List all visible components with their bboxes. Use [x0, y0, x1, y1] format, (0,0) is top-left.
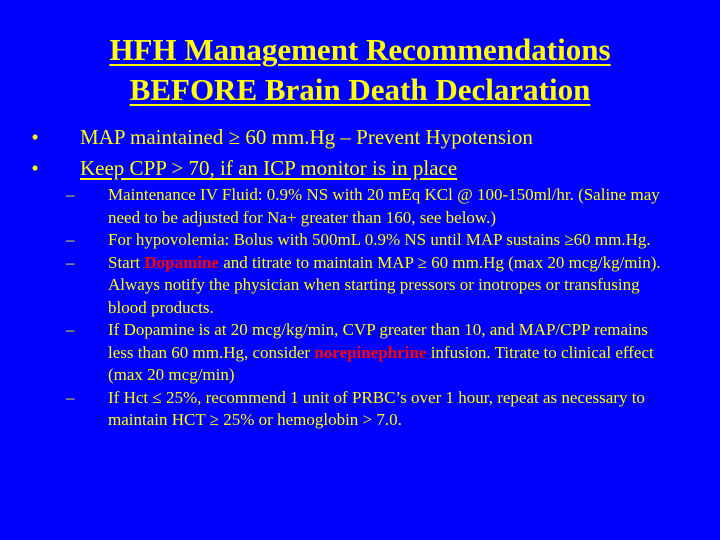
sub-item-maintenance-fluid [0, 184, 668, 229]
bullet-cpp-text: Keep CPP > 70, if an ICP monitor is in place [80, 156, 458, 180]
drug-name-norepinephrine: norepinephrine [314, 342, 427, 362]
sub-item-text-post: and titrate to maintain MAP ≥ 60 mm.Hg (max 20 mcg/kg/min). Always notify the physician when starting pressors or inotropes or transfusing blood products. [108, 252, 661, 317]
sub-item-hct [0, 387, 668, 432]
slide-title [0, 30, 720, 110]
sub-bullet-list [0, 184, 720, 432]
sub-item-norepinephrine [0, 319, 668, 387]
bullet-cpp [28, 153, 708, 184]
sub-item-text: If Hct ≤ 25%, recommend 1 unit of PRBC’s over 1 hour, repeat as necessary to maintain HCT ≥ 25% or hemoglobin > 7.0. [108, 387, 645, 429]
dash-marker: – [66, 320, 75, 339]
dash-marker: – [66, 230, 75, 249]
sub-item-text-pre: If Dopamine is at 20 mcg/kg/min, CVP greater than 10, and MAP/CPP remains less than 60 mm.Hg, consider [108, 320, 648, 362]
dash-marker: – [66, 185, 75, 204]
sub-item-text-pre: Start [108, 252, 145, 272]
dash-marker: – [66, 252, 75, 272]
title-line-2: BEFORE Brain Death Declaration [129, 72, 591, 107]
bullet-marker: • [31, 125, 39, 149]
sub-item-text: Maintenance IV Fluid: 0.9% NS with 20 mEq KCl @ 100-150ml/hr. (Saline may need to be adjusted for Na+ greater than 160, see below.) [108, 185, 660, 227]
sub-item-text: For hypovolemia: Bolus with 500mL 0.9% NS until MAP sustains ≥60 mm.Hg. [108, 230, 651, 249]
sub-item-text-post: infusion. Titrate to clinical effect (max 20 mcg/min) [108, 342, 654, 384]
bullet-map [28, 122, 708, 153]
title-line-1: HFH Management Recommendations [109, 32, 611, 67]
sub-item-dopamine [0, 252, 668, 320]
sub-item-hypovolemia [0, 229, 668, 252]
drug-name-dopamine: Dopamine [144, 252, 219, 272]
dash-marker: – [66, 387, 75, 407]
bullet-marker: • [31, 156, 39, 180]
main-bullet-list [28, 122, 708, 184]
bullet-map-text: MAP maintained ≥ 60 mm.Hg – Prevent Hypotension [80, 125, 533, 149]
